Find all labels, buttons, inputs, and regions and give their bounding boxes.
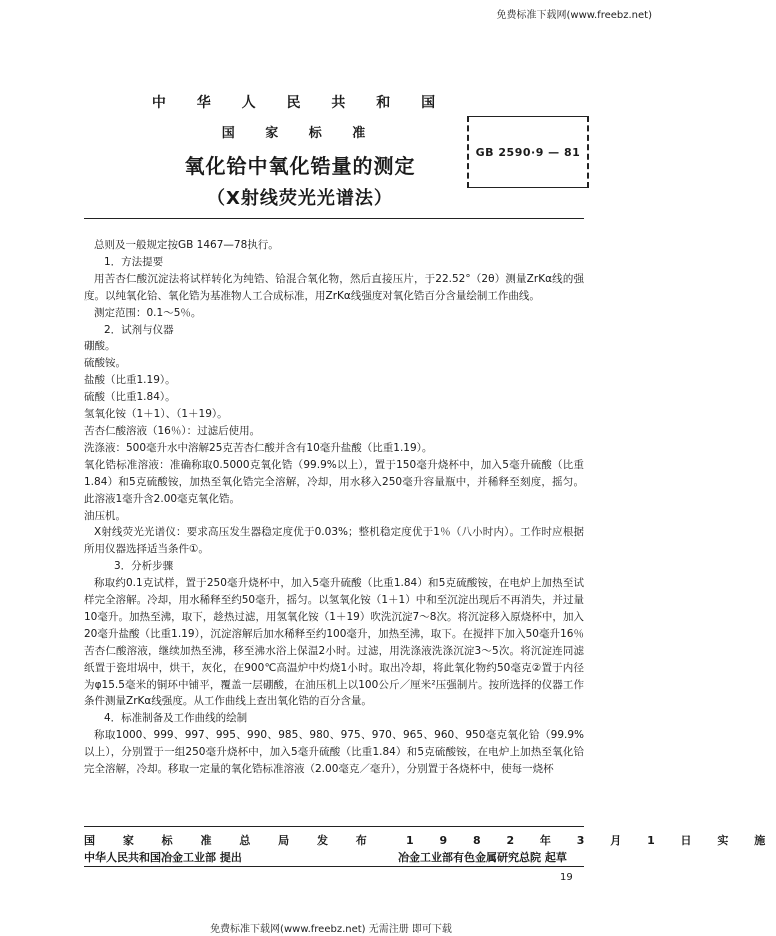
reagent-item: 洗涤液：500毫升水中溶解25克苦杏仁酸并含有10毫升盐酸（比重1.19）。 [84, 441, 433, 454]
instrument-item: X射线荧光光谱仪：要求高压发生器稳定度优于0.03%；整机稳定度优于1％（八小时内）。工作时应根据所用仪器选择适当条件①。 [84, 526, 584, 556]
site-banner-top: 免费标准下载网(www.freebz.net) [496, 10, 652, 21]
paragraph: 称取1000、999、997、995、990、985、980、975、970、965、960、950毫克氧化铪（99.9%以上），分别置于一组250毫升烧杯中，加入5毫升硫酸（比重1.84）和5克硫酸铵，在电炉上加热至氧化铪完全溶解，冷却。移取一定量的氧化锆标准溶液（2.00毫克／毫升），分别置于各烧杯中，使每一烧杯 [84, 729, 584, 776]
section-heading: 2．试剂与仪器 [104, 323, 174, 336]
standard-type-header: 国 家 标 准 [221, 126, 379, 141]
reagent-item: 氧化锆标准溶液：准确称取0.5000克氧化锆（99.9%以上），置于150毫升烧杯中，加入5毫升硫酸（比重1.84）和5克硫酸铵，加热至氧化锆完全溶解，冷却，用水移入250毫升容量瓶中，并稀释至刻度，摇匀。此溶液1毫升含2.00毫克氧化锆。 [84, 458, 584, 505]
footer-divider-top [84, 826, 584, 827]
document-subtitle: （X射线荧光光谱法） [207, 188, 393, 209]
reagent-item: 硫酸（比重1.84）。 [84, 391, 176, 404]
page-number: 19 [560, 872, 573, 883]
document-title: 氧化铪中氧化锆量的测定 [184, 154, 416, 178]
country-header: 中 华 人 民 共 和 国 [151, 95, 449, 111]
footer-proposer: 中华人民共和国冶金工业部 提出 [84, 851, 242, 864]
reagent-item: 硼酸。 [84, 340, 116, 353]
paragraph: 测定范围：0.1～5％。 [94, 306, 202, 319]
section-heading: 1．方法提要 [104, 255, 164, 268]
section-heading: 3．分析步骤 [114, 560, 174, 573]
general-note: 总则及一般规定按GB 1467—78执行。 [94, 239, 279, 251]
reagent-item: 盐酸（比重1.19）。 [84, 374, 176, 387]
footer-issuer: 国 家 标 准 总 局 发 布 [84, 834, 379, 847]
footer-date: 1 9 8 2 年 3 月 1 日 实 施 [406, 834, 776, 847]
footer-divider-bottom [84, 866, 584, 867]
reagent-item: 氢氧化铵（1＋1）、（1＋19）。 [84, 408, 228, 421]
document-body [84, 237, 584, 778]
standard-number: GB 2590·9 — 81 [475, 145, 581, 159]
paragraph: 称取约0.1克试样，置于250毫升烧杯中，加入5毫升硫酸（比重1.84）和5克硫酸铵，在电炉上加热至试样完全溶解。冷却，用水稀释至约50毫升，摇匀。以氢氧化铵（1＋1）中和至沉淀出现后不再消失，并过量10毫升。加热至沸，取下，趁热过滤，用氢氧化铵（1＋19）吹洗沉淀7～8次。将沉淀移入原烧杯中，加入20毫升盐酸（比重1.19），沉淀溶解后加水稀释至约100毫升，加热至沸，取下。在搅拌下加入50毫升16％苦杏仁酸溶液，继续加热至沸，移至沸水浴上保温2小时。过滤，用洗涤液洗涤沉淀3～5次。将沉淀连同滤纸置于瓷坩埚中，烘干，灰化，在900℃高温炉中灼烧1小时。取出冷却，将此氧化物约50毫克②置于内径为φ15.5毫米的铜环中铺平，覆盖一层硼酸，在油压机上以100公斤／厘米²压强制片。按所选择的仪器工作条件测量ZrKα线强度。从工作曲线上查出氧化锆的百分含量。 [84, 577, 584, 708]
site-banner-bottom: 免费标准下载网(www.freebz.net) 无需注册 即可下载 [210, 924, 452, 935]
standard-number-box [467, 116, 589, 188]
footer-drafter: 冶金工业部有色金属研究总院 起草 [398, 851, 567, 864]
reagent-item: 苦杏仁酸溶液（16％）：过滤后使用。 [84, 424, 261, 437]
instrument-item: 油压机。 [84, 509, 126, 522]
header-divider [84, 218, 584, 219]
paragraph: 用苦杏仁酸沉淀法将试样转化为纯锆、铪混合氧化物，然后直接压片，于22.52°（2θ）测量ZrKα线的强度。以纯氧化铪、氧化锆为基准物人工合成标准，用ZrKα线强度对氧化锆百分含量绘制工作曲线。 [84, 272, 584, 302]
section-heading: 4．标准制备及工作曲线的绘制 [104, 712, 248, 725]
reagent-item: 硫酸铵。 [84, 357, 126, 370]
